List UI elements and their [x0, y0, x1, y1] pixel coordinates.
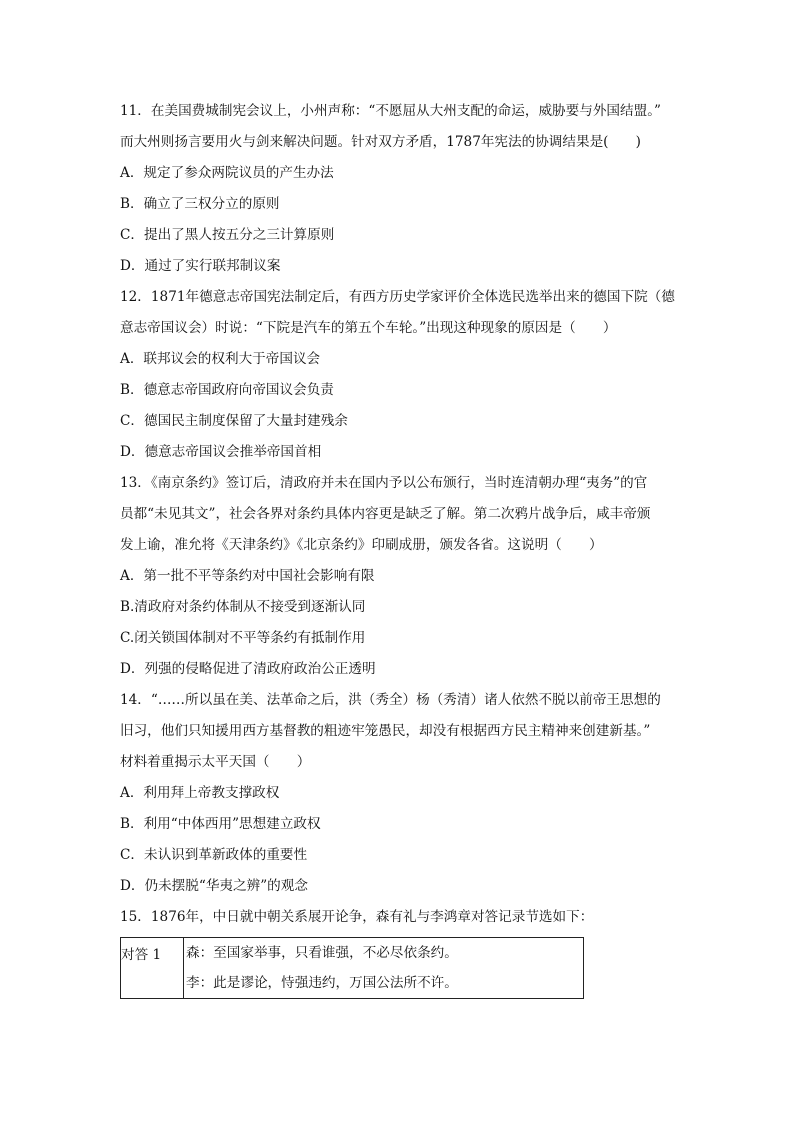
option-a: A．第一批不平等条约对中国社会影响有限 [120, 568, 375, 584]
option-c: C.闭关锁国体制对不平等条约有抵制作用 [120, 630, 366, 646]
table-row [121, 938, 584, 999]
question-text: 员都“未见其文”，社会各界对条约具体内容更是缺乏了解。第二次鸦片战争后，咸丰帝颁 [120, 506, 651, 522]
question-text: 11．在美国费城制宪会议上，小州声称：“不愿屈从大州支配的命运，威胁要与外国结盟。” [120, 103, 661, 119]
exam-page [120, 96, 686, 999]
dialogue-label: 对答 1 [121, 947, 162, 963]
question-text: 15．1876年，中日就中朝关系展开论争，森有礼与李鸿章对答记录节选如下： [120, 909, 594, 925]
question-text: 13．《南京条约》签订后，清政府并未在国内予以公布颁行，当时连清朝办理“夷务”的官 [120, 475, 648, 491]
question-text: 发上谕，准允将《天津条约》《北京条约》印刷成册，颁发各省。这说明（ ） [120, 537, 603, 553]
option-d: D．德意志帝国议会推举帝国首相 [120, 444, 322, 460]
question-14 [120, 685, 686, 902]
dialogue-line-li: 李：此是谬论，恃强违约，万国公法所不许。 [186, 975, 458, 991]
question-text: 旧习，他们只知援用西方基督教的粗迹牢笼愚民，却没有根据西方民主精神来创建新基。” [120, 723, 651, 739]
dialogue-table-wrap [120, 937, 686, 999]
option-b: B．德意志帝国政府向帝国议会负责 [120, 382, 334, 398]
question-text: 意志帝国议会）时说：“下院是汽车的第五个车轮。”出现这种现象的原因是（ ） [120, 320, 617, 336]
question-text: 而大州则扬言要用火与剑来解决问题。针对双方矛盾，1787年宪法的协调结果是( ) [120, 134, 641, 150]
option-d: D．列强的侵略促进了清政府政治公正透明 [120, 661, 376, 677]
option-c: C．提出了黑人按五分之三计算原则 [120, 227, 335, 243]
question-text: 14．“……所以虽在美、法革命之后，洪（秀全）杨（秀清）诸人依然不脱以前帝王思想的 [120, 692, 661, 708]
dialogue-table [120, 937, 584, 999]
question-text: 12．1871年德意志帝国宪法制定后，有西方历史学家评价全体选民选举出来的德国下院（德 [120, 289, 675, 305]
question-15 [120, 902, 686, 999]
dialogue-line-sen: 森：至国家举事，只看谁强，不必尽依条约。 [186, 945, 458, 961]
question-text: 材料着重揭示太平天国（ ） [120, 754, 311, 770]
dialogue-text-cell [184, 938, 584, 999]
option-c: C．未认识到革新政体的重要性 [120, 847, 308, 863]
question-13 [120, 468, 686, 685]
option-d: D．仍未摆脱“华夷之辨”的观念 [120, 878, 308, 894]
question-12 [120, 282, 686, 468]
option-a: A．联邦议会的权利大于帝国议会 [120, 351, 321, 367]
option-b: B．确立了三权分立的原则 [120, 196, 280, 212]
option-c: C．德国民主制度保留了大量封建残余 [120, 413, 348, 429]
dialogue-label-cell [121, 938, 184, 999]
option-d: D．通过了实行联邦制议案 [120, 258, 281, 274]
option-a: A．利用拜上帝教支撑政权 [120, 785, 280, 801]
option-b: B.清政府对条约体制从不接受到逐渐认同 [120, 599, 366, 615]
option-b: B．利用“中体西用”思想建立政权 [120, 816, 321, 832]
option-a: A．规定了参众两院议员的产生办法 [120, 165, 334, 181]
question-11 [120, 96, 686, 282]
